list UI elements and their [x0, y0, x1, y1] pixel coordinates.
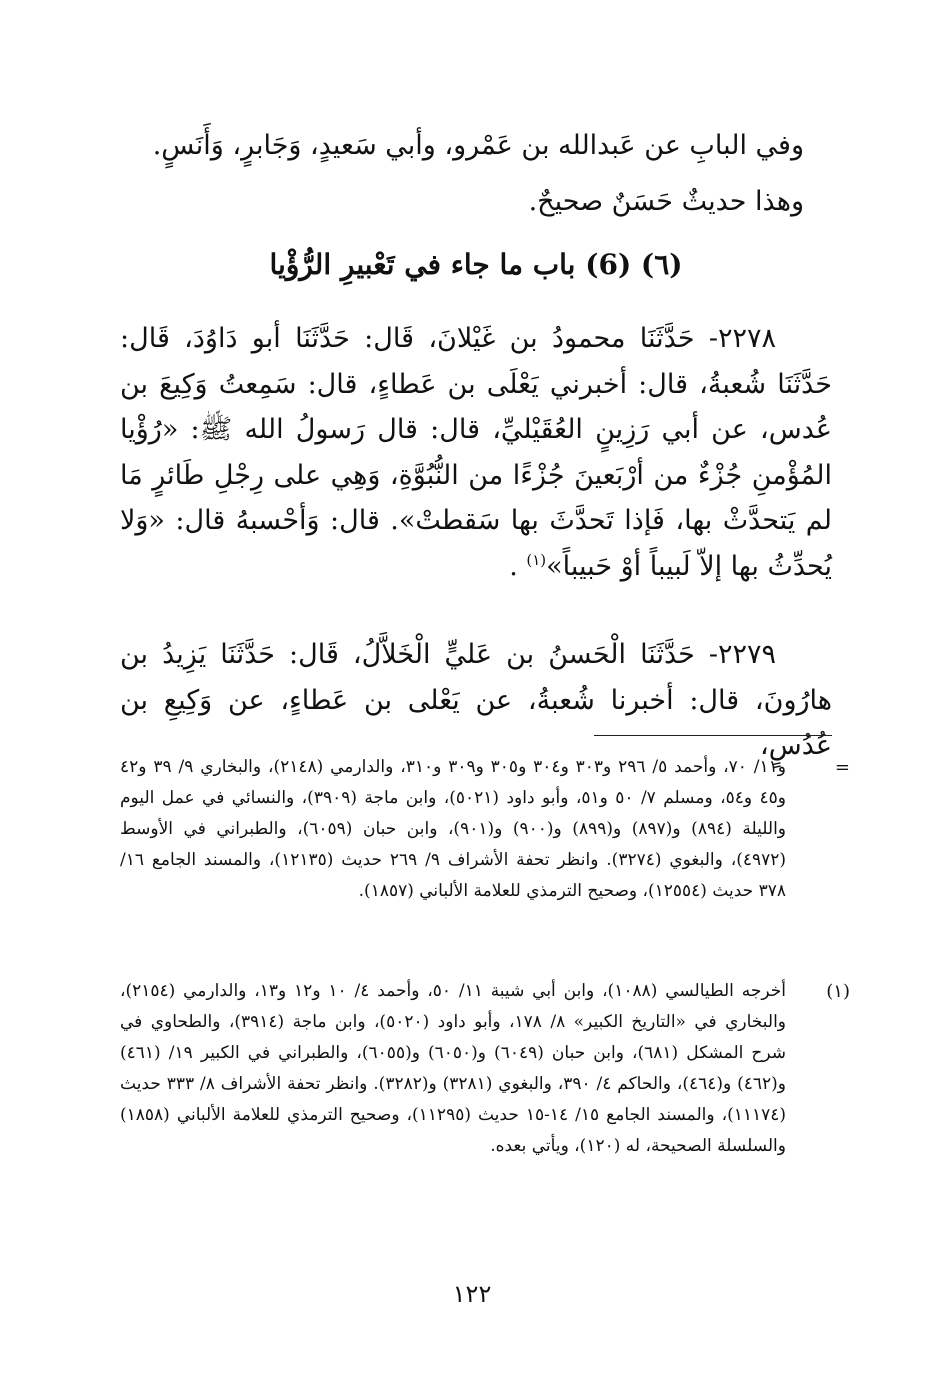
page-number: ١٢٢ [452, 1280, 492, 1308]
footnote-1-marker: (١) [826, 981, 850, 1002]
intro-paragraph [120, 118, 832, 230]
intro-line-2: وهذا حديثٌ حَسَنٌ صحيحٌ. [528, 186, 804, 217]
hadith-2278-end: . [509, 550, 527, 582]
hadith-2278-body: ٢٢٧٨- حَدَّثَنَا محمودُ بن غَيْلانَ، قَال: حَدَّثَنَا أبو دَاوُدَ، قَال: حَدَّثَنَا شُعبةُ، قال: أخبرني يَعْلَى بن عَطاءٍ، قال: سَمِعتُ وَكِيعَ بن عُدس، عن أبي رَزِينٍ العُقَيْليِّ، قال: قال رَسولُ الله ﷺ: «رُؤْيا المُؤْمنِ جُزْءٌ من أرْبَعينَ جُزْءًا من النُّبُوَّةِ، وَهِي على رِجْلِ طَائرٍ مَا لم يَتحدَّثْ بها، فَإذا تَحدَّثَ بها سَقطتْ». قال: وَأحْسبهُ قال: «وَلا يُحدِّثُ بها إلاّ لَبيباً أوْ حَبيباً» [120, 323, 832, 582]
intro-line-1: وفي البابِ عن عَبدالله بن عَمْرو، وأبي سَعيدٍ، وَجَابرٍ، وَأَنَسٍ. [152, 130, 804, 161]
hadith-2278-text [120, 316, 832, 589]
footnote-ref-1[interactable]: (١) [526, 550, 547, 569]
footnote-continuation: و١١/ ٧٠، وأحمد ٥/ ٢٩٦ و٣٠٣ و٣٠٤ و٣٠٥ و٣٠٩ و٣١٠، والدارمي (٢١٤٨)، والبخاري ٩/ ٣٩ و٤٢ و٤٥ و٥٤، ومسلم ٧/ ٥٠ و٥١، وأبو داود (٥٠٢١)، وابن ماجة (٣٩٠٩)، والنسائي في عمل اليوم والليلة (٨٩٤) و(٨٩٧) و(٨٩٩) و(٩٠٠) و(٩٠١)، وابن حبان (٦٠٥٩)، والطبراني في الأوسط (٤٩٧٢)، والبغوي (٣٢٧٤). وانظر تحفة الأشراف ٩/ ٢٦٩ حديث (١٢١٣٥)، والمسند الجامع ١٦/ ٣٧٨ حديث (١٢٥٥٤)، وصحيح الترمذي للعلامة الألباني (١٨٥٧). [120, 757, 787, 901]
footnote-continuation-marker: = [834, 757, 850, 778]
hadith-2279-text: ٢٢٧٩- حَدَّثَنَا الْحَسنُ بن عَليٍّ الْخَلاَّلُ، قَال: حَدَّثَنَا يَزِيدُ بن هارُونَ، قال: أخبرنا شُعبةُ، عن يَعْلى بن عَطاءٍ، عن وَكِيعِ بن عُدُسٍ، [120, 639, 832, 761]
hadith-2278 [120, 316, 832, 589]
hadith-2279 [120, 632, 832, 769]
footnote-separator [594, 735, 832, 736]
chapter-heading: (٦) (6) باب ما جاء في تَعْبيرِ الرُّؤْيا [269, 248, 683, 281]
footnote-1: أخرجه الطيالسي (١٠٨٨)، وابن أبي شيبة ١١/ ٥٠، وأحمد ٤/ ١٠ و١٢ و١٣، والدارمي (٢١٥٤)، والبخاري في «التاريخ الكبير» ٨/ ١٧٨، وأبو داود (٥٠٢٠)، وابن ماجة (٣٩١٤)، والطحاوي في شرح المشكل (٦٨١)، وابن حبان (٦٠٤٩) و(٦٠٥٠) و(٦٠٥٥)، والطبراني في الكبير ١٩/ (٤٦١) و(٤٦٢) و(٤٦٤)، والحاكم ٤/ ٣٩٠، والبغوي (٣٢٨١) و(٣٢٨٢). وانظر تحفة الأشراف ٨/ ٣٣٣ حديث (١١١٧٤)، والمسند الجامع ١٥/ ١٤-١٥ حديث (١١٢٩٥)، وصحيح الترمذي للعلامة الألباني (١٨٥٨) والسلسلة الصحيحة، له (١٢٠)، ويأتي بعده. [120, 981, 787, 1156]
